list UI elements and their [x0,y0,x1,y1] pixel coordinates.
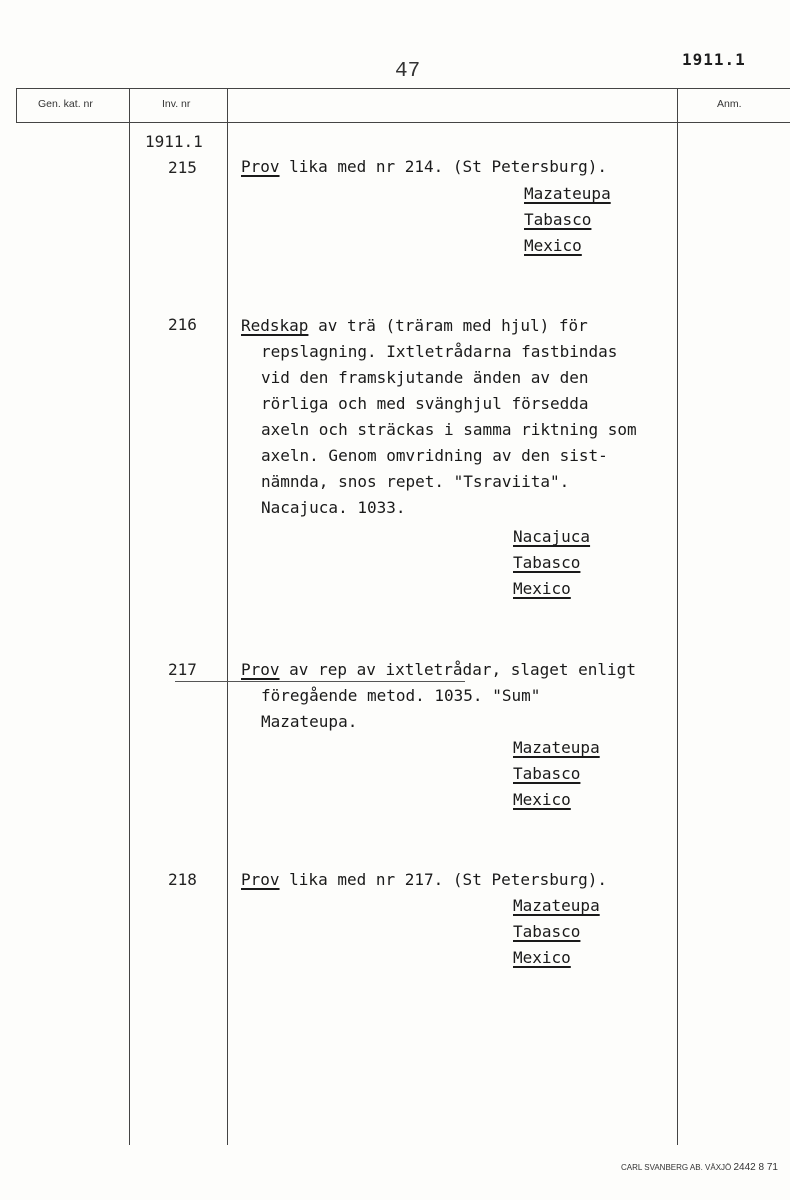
top-rule [16,88,790,89]
left-border [16,88,17,123]
printer-code: 2442 8 71 [733,1162,778,1173]
accession-number-top: 1911.1 [682,50,746,69]
place-country: Mexico [513,579,571,598]
entry-keyword: Prov [241,157,280,176]
entry-line: nämnda, snos repet. "Tsraviita". [261,472,570,491]
place-state: Tabasco [524,210,592,229]
printer-name: CARL SVANBERG AB. VÄXJÖ [621,1163,732,1172]
printer-imprint [621,1162,778,1173]
entry-text [241,154,607,180]
column-divider-anm [677,88,678,1145]
header-inv-nr: Inv. nr [162,98,191,110]
entry-text [241,657,636,735]
entry-line: Mazateupa. [261,712,358,731]
inv-number: 216 [168,315,197,334]
entry-line: föregående metod. 1035. "Sum" [261,686,541,705]
column-divider-inv [129,88,130,1145]
pencil-stroke [175,681,465,682]
place-village: Mazateupa [513,738,600,757]
entry-line: axeln. Genom omvridning av den sist- [261,446,608,465]
entry-text [241,313,637,521]
entry-line: Prov av rep av ixtletrådar, slaget enligt [241,660,636,679]
place-village: Mazateupa [524,184,611,203]
place-state: Tabasco [513,764,581,783]
entry-line: Prov lika med nr 217. (St Petersburg). [241,870,608,889]
entry-keyword: Prov [241,660,280,679]
place-country: Mexico [513,790,571,809]
inv-number: 217 [168,660,197,679]
entry-keyword: Redskap [241,316,309,335]
entry-keyword: Prov [241,870,280,889]
entry-line: rörliga och med svänghjul försedda [261,394,589,413]
place-state: Tabasco [513,553,581,572]
header-gen-kat-nr: Gen. kat. nr [38,98,93,110]
inv-number: 215 [168,158,197,177]
inv-number: 218 [168,870,197,889]
header-anm: Anm. [717,98,742,110]
page-number: 47 [395,60,421,83]
header-rule [16,122,790,123]
place-village: Mazateupa [513,896,600,915]
entry-line: Prov lika med nr 214. (St Petersburg). [241,157,608,176]
entry-line: Nacajuca. 1033. [261,498,406,517]
place-state: Tabasco [513,922,581,941]
place-country: Mexico [524,236,582,255]
column-divider-text [227,88,228,1145]
place-country: Mexico [513,948,571,967]
entry-line: Redskap av trä (träram med hjul) för [241,316,588,335]
entry-text [241,867,607,893]
accession-number-inline: 1911.1 [145,132,203,151]
entry-line: axeln och sträckas i samma riktning som [261,420,637,439]
entry-line: vid den framskjutande änden av den [261,368,589,387]
entry-line: repslagning. Ixtletrådarna fastbindas [261,342,618,361]
place-village: Nacajuca [513,527,591,546]
